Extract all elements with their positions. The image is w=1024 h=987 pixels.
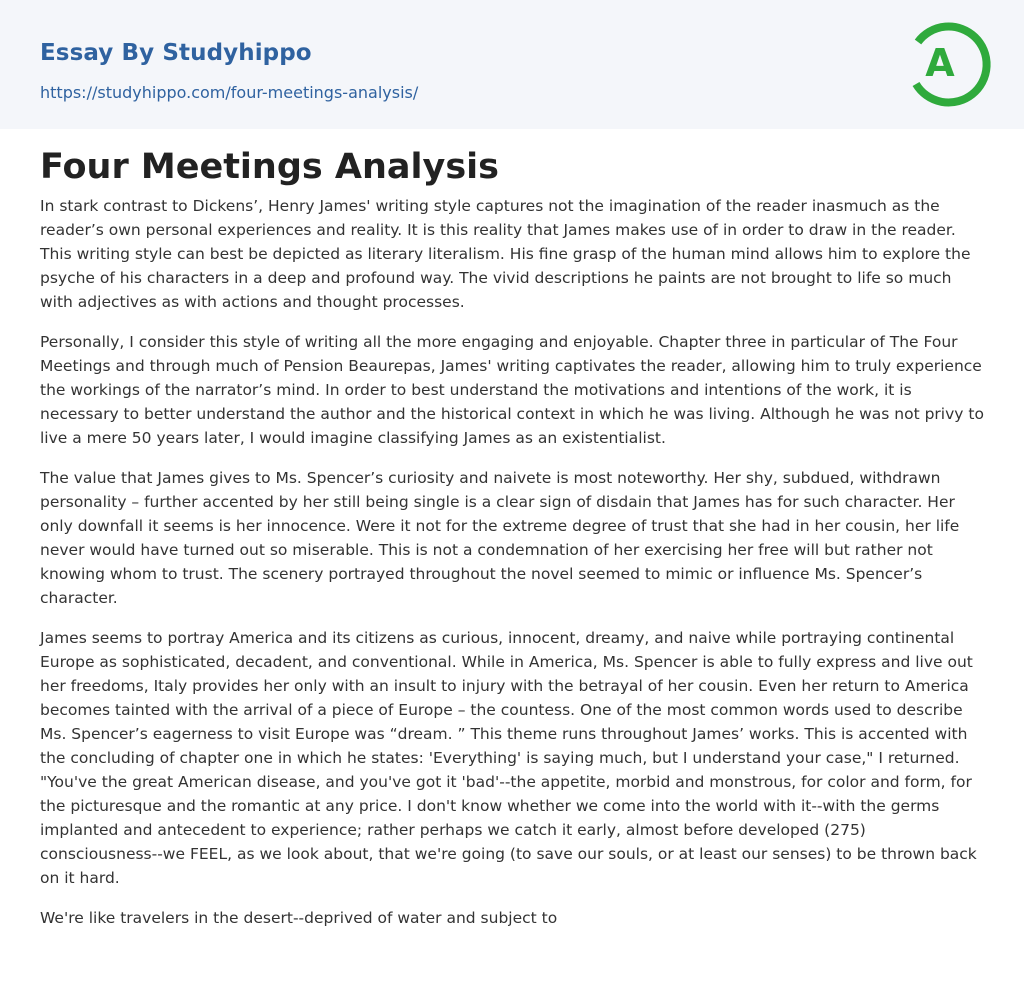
logo-a-icon <box>904 14 996 110</box>
site-header <box>0 0 1024 129</box>
article-body <box>40 194 986 946</box>
page-title: Four Meetings Analysis <box>40 147 500 187</box>
article-url-link[interactable]: https://studyhippo.com/four-meetings-analysis/ <box>40 83 419 102</box>
article-paragraph: Personally, I consider this style of writing all the more engaging and enjoyable. Chapter three in particular of The Four Meetings and through much of Pension Beaurepas, James' writing captivates the reader, allowing him to truly experience the workings of the narrator’s mind. In order to best understand the motivations and intentions of the work, it is necessary to better understand the author and the historical context in which he was living. Although he was not privy to live a mere 50 years later, I would imagine classifying James as an existentialist. <box>40 333 984 447</box>
article-paragraph: James seems to portray America and its citizens as curious, innocent, dreamy, and naive while portraying continental Europe as sophisticated, decadent, and conventional. While in America, Ms. Spencer is able to fully express and live out her freedoms, Italy provides her only with an insult to injury with the betrayal of her cousin. Even her return to America becomes tainted with the arrival of a piece of Europe – the countess. One of the most common words used to describe Ms. Spencer’s eagerness to visit Europe was “dream. ” This theme runs throughout James’ works. This is accented with the concluding of chapter one in which he states: 'Everything' is saying much, but I understand your case," I returned. "You've the great American disease, and you've got it 'bad'--the appetite, morbid and monstrous, for color and form, for the picturesque and the romantic at any price. I don't know whether we come into the world with it--with the germs implanted and antecedent to experience; rather perhaps we catch it early, almost before developed (275) consciousness--we FEEL, as we look about, that we're going (to save our souls, or at least our senses) to be thrown back on it hard. <box>40 629 977 887</box>
site-title[interactable]: Essay By Studyhippo <box>40 40 312 66</box>
studyhippo-logo[interactable] <box>904 14 996 110</box>
article-paragraph: In stark contrast to Dickens’, Henry James' writing style captures not the imagination of the reader inasmuch as the reader’s own personal experiences and reality. It is this reality that James makes use of in order to draw in the reader. This writing style can best be depicted as literary literalism. His fine grasp of the human mind allows him to explore the psyche of his characters in a deep and profound way. The vivid descriptions he paints are not brought to life so much with adjectives as with actions and thought processes. <box>40 197 971 311</box>
article-paragraph: We're like travelers in the desert--deprived of water and subject to <box>40 909 558 927</box>
article-paragraph: The value that James gives to Ms. Spencer’s curiosity and naivete is most noteworthy. Her shy, subdued, withdrawn personality – further accented by her still being single is a clear sign of disdain that James has for such character. Her only downfall it seems is her innocence. Were it not for the extreme degree of trust that she had in her cousin, her life never would have turned out so miserable. This is not a condemnation of her exercising her free will but rather not knowing whom to trust. The scenery portrayed throughout the novel seemed to mimic or influence Ms. Spencer’s character. <box>40 469 960 607</box>
svg-text:A: A <box>925 41 955 85</box>
